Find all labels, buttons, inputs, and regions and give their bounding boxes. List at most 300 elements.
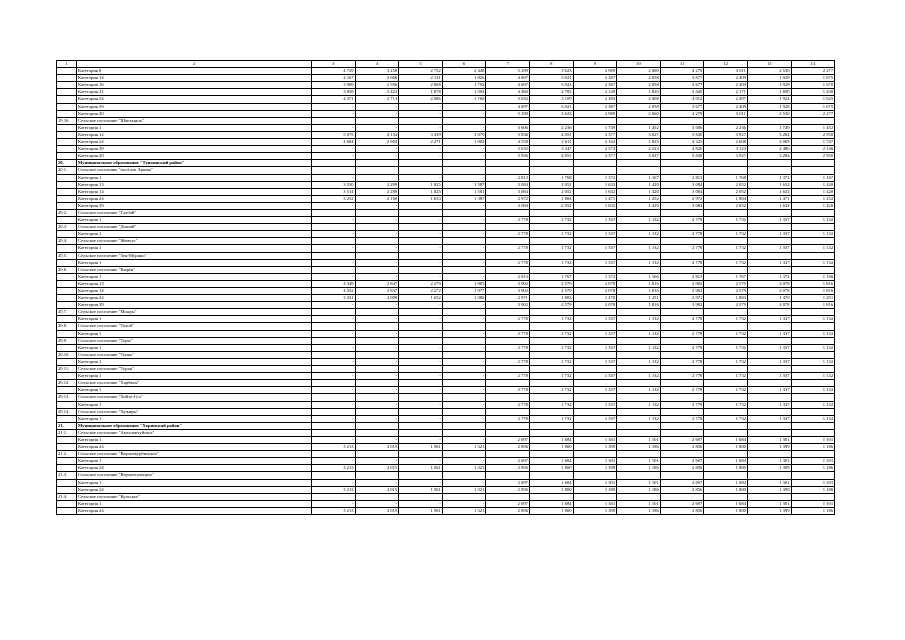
value-cell: -	[312, 344, 356, 351]
empty-cell	[312, 160, 356, 167]
value-cell: 1 732	[704, 259, 748, 266]
value-cell: 2 052	[529, 188, 573, 195]
value-cell: 1 167	[617, 174, 661, 181]
section-name: Муниципальное образование "Тункинский район"	[77, 160, 312, 167]
value-cell: 1 132	[791, 344, 835, 351]
value-cell: -	[399, 415, 443, 422]
empty-cell	[617, 337, 661, 344]
section-name: Сельское поселение "Хойто-Гол"	[77, 394, 312, 401]
value-cell: -	[399, 401, 443, 408]
value-cell: -	[312, 124, 356, 131]
value-cell: 1 732	[529, 245, 573, 252]
empty-cell	[573, 366, 617, 373]
value-cell: -	[399, 344, 443, 351]
value-cell: 2 972	[486, 195, 530, 202]
value-cell: 1 186	[617, 444, 661, 451]
empty-cell	[747, 493, 791, 500]
value-cell: -	[355, 273, 399, 280]
value-cell: 1 471	[573, 195, 617, 202]
value-cell: 1 337	[747, 344, 791, 351]
empty-cell	[399, 493, 443, 500]
section-name: Сельское поселение "Монды"	[77, 309, 312, 316]
table-row	[57, 507, 835, 514]
category-name: Категория 1	[77, 373, 312, 380]
value-cell: 1 372	[747, 174, 791, 181]
empty-cell	[399, 117, 443, 124]
empty-cell	[573, 167, 617, 174]
section-name: Сельское поселение "Хужиры"	[77, 408, 312, 415]
empty-cell	[355, 224, 399, 231]
value-cell: 2 596	[355, 82, 399, 89]
value-cell: 1 816	[791, 280, 835, 287]
value-cell: -	[399, 330, 443, 337]
row-code	[57, 344, 77, 351]
category-name: Категория 1	[77, 401, 312, 408]
value-cell: 4 012	[660, 96, 704, 103]
value-cell: -	[312, 103, 356, 110]
empty-cell	[529, 117, 573, 124]
value-cell: 1 101	[617, 500, 661, 507]
value-cell: 2 778	[486, 330, 530, 337]
value-cell: 1 632	[573, 202, 617, 209]
value-cell: -	[312, 245, 356, 252]
empty-cell	[747, 209, 791, 216]
value-cell: -	[355, 110, 399, 117]
value-cell: 1 684	[529, 436, 573, 443]
value-cell: 1 684	[529, 479, 573, 486]
value-cell: 2 856	[660, 507, 704, 514]
value-cell: 2 015	[355, 465, 399, 472]
value-cell: 3 677	[660, 82, 704, 89]
value-cell: 1 132	[617, 401, 661, 408]
empty-cell	[399, 209, 443, 216]
value-cell: -	[442, 103, 486, 110]
empty-cell	[617, 451, 661, 458]
value-cell: -	[442, 330, 486, 337]
value-cell: 1 632	[747, 181, 791, 188]
value-cell: 1 928	[747, 103, 791, 110]
value-cell: 3 927	[704, 153, 748, 160]
category-name: Категория 21	[77, 89, 312, 96]
value-cell: -	[442, 358, 486, 365]
value-cell: 2 078	[747, 280, 791, 287]
value-cell: -	[442, 273, 486, 280]
category-name: Категория 1	[77, 231, 312, 238]
row-code	[57, 110, 77, 117]
value-cell: 2 078	[747, 288, 791, 295]
value-cell: -	[399, 202, 443, 209]
value-cell: 3 084	[660, 202, 704, 209]
table-row	[57, 273, 835, 280]
row-code: 21.4.	[57, 493, 77, 500]
empty-cell	[791, 429, 835, 436]
value-cell: 1 101	[791, 458, 835, 465]
value-cell: 5 836	[486, 131, 530, 138]
value-cell: 5 630	[660, 153, 704, 160]
value-cell: -	[355, 153, 399, 160]
empty-cell	[399, 408, 443, 415]
value-cell: -	[312, 458, 356, 465]
column-number: 3	[312, 61, 356, 68]
value-cell: 1 337	[747, 415, 791, 422]
empty-cell	[529, 472, 573, 479]
table-row	[57, 280, 835, 287]
empty-cell	[573, 117, 617, 124]
value-cell: 1 167	[791, 174, 835, 181]
value-cell: 1 132	[791, 217, 835, 224]
row-code	[57, 302, 77, 309]
column-number: 4	[355, 61, 399, 68]
value-cell: 1 800	[529, 444, 573, 451]
section-row	[57, 117, 835, 124]
value-cell: -	[399, 124, 443, 131]
value-cell: -	[442, 415, 486, 422]
category-name: Категория 24	[77, 486, 312, 493]
value-cell: 1 321	[442, 486, 486, 493]
table-row	[57, 344, 835, 351]
value-cell: 3 377	[573, 131, 617, 138]
table-row	[57, 288, 835, 295]
empty-cell	[573, 472, 617, 479]
empty-cell	[442, 394, 486, 401]
section-row	[57, 238, 835, 245]
category-name: Категория 1	[77, 273, 312, 280]
value-cell: 1 337	[747, 231, 791, 238]
value-cell: 1 301	[747, 500, 791, 507]
value-cell: 3 902	[660, 280, 704, 287]
value-cell: 2 409	[704, 75, 748, 82]
value-cell: 1 132	[617, 330, 661, 337]
value-cell: 1 399	[747, 507, 791, 514]
value-cell: 2 086	[399, 96, 443, 103]
empty-cell	[312, 451, 356, 458]
category-name: Категория 1	[77, 259, 312, 266]
empty-cell	[442, 160, 486, 167]
value-cell: 2 579	[529, 280, 573, 287]
value-cell: -	[399, 231, 443, 238]
value-cell: -	[399, 153, 443, 160]
value-cell: 1 186	[617, 465, 661, 472]
value-cell: 3 027	[617, 153, 661, 160]
value-cell: -	[442, 401, 486, 408]
tariff-table	[56, 60, 835, 515]
empty-cell	[704, 408, 748, 415]
value-cell: 1 760	[442, 96, 486, 103]
empty-cell	[747, 238, 791, 245]
value-cell: 3 021	[529, 82, 573, 89]
empty-cell	[704, 451, 748, 458]
value-cell: 1 132	[791, 401, 835, 408]
table-row	[57, 358, 835, 365]
row-code	[57, 330, 77, 337]
value-cell: 1 186	[791, 507, 835, 514]
value-cell: 3 084	[486, 188, 530, 195]
value-cell: 2 272	[399, 288, 443, 295]
value-cell: 2 856	[660, 486, 704, 493]
row-code	[57, 82, 77, 89]
value-cell: 1 732	[704, 373, 748, 380]
empty-cell	[660, 337, 704, 344]
value-cell: 1 561	[399, 444, 443, 451]
value-cell: 4 697	[486, 75, 530, 82]
value-cell: 2 279	[399, 280, 443, 287]
row-code: 20.8.	[57, 323, 77, 330]
value-cell: -	[355, 458, 399, 465]
value-cell: 2 971	[660, 295, 704, 302]
value-cell: 2 573	[573, 146, 617, 153]
category-name: Категория 24	[77, 507, 312, 514]
value-cell: 2 972	[660, 195, 704, 202]
value-cell: -	[442, 146, 486, 153]
value-cell: 1 816	[617, 302, 661, 309]
value-cell: -	[312, 110, 356, 117]
empty-cell	[529, 209, 573, 216]
empty-cell	[312, 309, 356, 316]
value-cell: 1 337	[747, 373, 791, 380]
empty-cell	[791, 337, 835, 344]
empty-cell	[399, 224, 443, 231]
value-cell: 1 732	[704, 316, 748, 323]
value-cell: 3 606	[486, 124, 530, 131]
value-cell: 1 132	[791, 245, 835, 252]
value-cell: -	[399, 245, 443, 252]
empty-cell	[791, 238, 835, 245]
value-cell: -	[355, 103, 399, 110]
table-row	[57, 330, 835, 337]
value-cell: 2 697	[660, 479, 704, 486]
empty-cell	[399, 351, 443, 358]
row-code	[57, 436, 77, 443]
value-cell: 1 420	[617, 181, 661, 188]
value-cell: 1 337	[573, 231, 617, 238]
value-cell: 2 299	[355, 181, 399, 188]
value-cell: 1 732	[704, 245, 748, 252]
value-cell: 4 325	[660, 139, 704, 146]
empty-cell	[399, 451, 443, 458]
row-code: 20.14.	[57, 408, 77, 415]
value-cell: 2 579	[704, 302, 748, 309]
value-cell: 1 337	[747, 259, 791, 266]
value-cell: 1 878	[399, 89, 443, 96]
value-cell: 1 678	[791, 82, 835, 89]
value-cell: 1 386	[442, 295, 486, 302]
value-cell: 3 011	[704, 110, 748, 117]
section-name: Сельское поселение "Туран"	[77, 366, 312, 373]
empty-cell	[704, 209, 748, 216]
empty-cell	[529, 309, 573, 316]
category-name: Категория 1	[77, 458, 312, 465]
row-code	[57, 444, 77, 451]
category-name: Категория 24	[77, 139, 312, 146]
value-cell: 1 337	[747, 387, 791, 394]
empty-cell	[573, 266, 617, 273]
empty-cell	[660, 380, 704, 387]
empty-cell	[573, 323, 617, 330]
empty-cell	[747, 472, 791, 479]
value-cell: 1 625	[791, 96, 835, 103]
value-cell: 3 011	[704, 68, 748, 75]
column-number: 1	[57, 61, 77, 68]
section-name: Сельское поселение "Шапхынок"	[77, 117, 312, 124]
row-code	[57, 131, 77, 138]
empty-cell	[660, 493, 704, 500]
value-cell: -	[312, 358, 356, 365]
empty-cell	[486, 408, 530, 415]
empty-cell	[399, 429, 443, 436]
empty-cell	[660, 167, 704, 174]
empty-cell	[704, 167, 748, 174]
empty-cell	[791, 451, 835, 458]
value-cell: 1 399	[747, 465, 791, 472]
value-cell: 3 232	[312, 195, 356, 202]
value-cell: 2 052	[704, 202, 748, 209]
empty-cell	[791, 160, 835, 167]
empty-cell	[442, 408, 486, 415]
empty-cell	[660, 394, 704, 401]
empty-cell	[660, 451, 704, 458]
value-cell: 1 747	[791, 139, 835, 146]
empty-cell	[747, 337, 791, 344]
category-name: Категория 24	[77, 96, 312, 103]
empty-cell	[442, 422, 486, 429]
value-cell: -	[312, 153, 356, 160]
empty-cell	[486, 238, 530, 245]
value-cell: 4 460	[486, 89, 530, 96]
empty-cell	[442, 117, 486, 124]
empty-cell	[747, 429, 791, 436]
empty-cell	[704, 380, 748, 387]
value-cell: 2 608	[704, 139, 748, 146]
value-cell: -	[399, 358, 443, 365]
value-cell: 1 337	[573, 344, 617, 351]
value-cell: 2 611	[529, 139, 573, 146]
row-code	[57, 75, 77, 82]
empty-cell	[617, 224, 661, 231]
value-cell: 1 301	[573, 479, 617, 486]
value-cell: 3 084	[660, 188, 704, 195]
value-cell: 1 792	[442, 82, 486, 89]
empty-cell	[573, 493, 617, 500]
value-cell: 5 032	[486, 146, 530, 153]
value-cell: -	[355, 500, 399, 507]
empty-cell	[660, 238, 704, 245]
value-cell: 1 684	[704, 436, 748, 443]
value-cell: 1 399	[573, 486, 617, 493]
empty-cell	[486, 252, 530, 259]
value-cell: 2 856	[486, 444, 530, 451]
value-cell: 2 015	[355, 486, 399, 493]
section-name: Сельское поселение "Зун-Мурино"	[77, 252, 312, 259]
value-cell: 2 052	[529, 202, 573, 209]
value-cell: 2 778	[660, 358, 704, 365]
row-code	[57, 202, 77, 209]
value-cell: 4 371	[312, 96, 356, 103]
empty-cell	[399, 472, 443, 479]
value-cell: -	[312, 202, 356, 209]
value-cell: 1 132	[791, 259, 835, 266]
value-cell: 1 186	[791, 465, 835, 472]
empty-cell	[486, 266, 530, 273]
table-row	[57, 82, 835, 89]
value-cell: 2 778	[660, 217, 704, 224]
value-cell: 3 027	[617, 131, 661, 138]
empty-cell	[529, 252, 573, 259]
value-cell: 2 171	[704, 89, 748, 96]
value-cell: 1 800	[529, 465, 573, 472]
value-cell: 2 277	[791, 68, 835, 75]
category-name: Категория 1	[77, 316, 312, 323]
value-cell: 1 252	[791, 195, 835, 202]
value-cell: 2 099	[355, 295, 399, 302]
value-cell: 4 684	[312, 139, 356, 146]
value-cell: 2 052	[529, 181, 573, 188]
value-cell: 1 399	[747, 444, 791, 451]
value-cell: 2 015	[355, 444, 399, 451]
section-row	[57, 422, 835, 429]
table-row	[57, 124, 835, 131]
category-name: Категория 12	[77, 131, 312, 138]
table-row	[57, 415, 835, 422]
value-cell: -	[312, 500, 356, 507]
table-row	[57, 96, 835, 103]
value-cell: 1 301	[573, 436, 617, 443]
table-row	[57, 131, 835, 138]
value-cell: -	[442, 259, 486, 266]
section-name: Сельское поселение "Даялай"	[77, 224, 312, 231]
empty-cell	[660, 366, 704, 373]
value-cell: 1 337	[573, 316, 617, 323]
empty-cell	[399, 238, 443, 245]
value-cell: 1 337	[573, 217, 617, 224]
empty-cell	[442, 224, 486, 231]
value-cell: 1 132	[617, 373, 661, 380]
value-cell: 3 213	[312, 486, 356, 493]
value-cell: 2 813	[486, 174, 530, 181]
row-code	[57, 288, 77, 295]
table-row	[57, 146, 835, 153]
row-code	[57, 280, 77, 287]
value-cell: 3 902	[660, 302, 704, 309]
table-row	[57, 436, 835, 443]
category-name: Категория 39	[77, 202, 312, 209]
value-cell: -	[399, 110, 443, 117]
table-row	[57, 89, 835, 96]
value-cell: 1 684	[704, 500, 748, 507]
table-row	[57, 486, 835, 493]
section-name: Сельское поселение "Верхнекурбинское"	[77, 451, 312, 458]
value-cell: 1 800	[704, 444, 748, 451]
value-cell: 3 284	[747, 153, 791, 160]
value-cell: -	[399, 217, 443, 224]
empty-cell	[704, 252, 748, 259]
empty-cell	[355, 167, 399, 174]
value-cell: 2 778	[660, 344, 704, 351]
value-cell: -	[312, 217, 356, 224]
section-name: Сельское поселение "Кырен"	[77, 266, 312, 273]
value-cell: 1 321	[442, 507, 486, 514]
row-code	[57, 295, 77, 302]
value-cell: 1 883	[704, 295, 748, 302]
empty-cell	[529, 451, 573, 458]
value-cell: -	[442, 245, 486, 252]
empty-cell	[442, 252, 486, 259]
section-name: Сельское поселение "Жемчуг"	[77, 238, 312, 245]
empty-cell	[617, 408, 661, 415]
value-cell: 4 051	[529, 131, 573, 138]
category-name: Категория 1	[77, 415, 312, 422]
value-cell: 2 579	[529, 288, 573, 295]
value-cell: -	[355, 231, 399, 238]
